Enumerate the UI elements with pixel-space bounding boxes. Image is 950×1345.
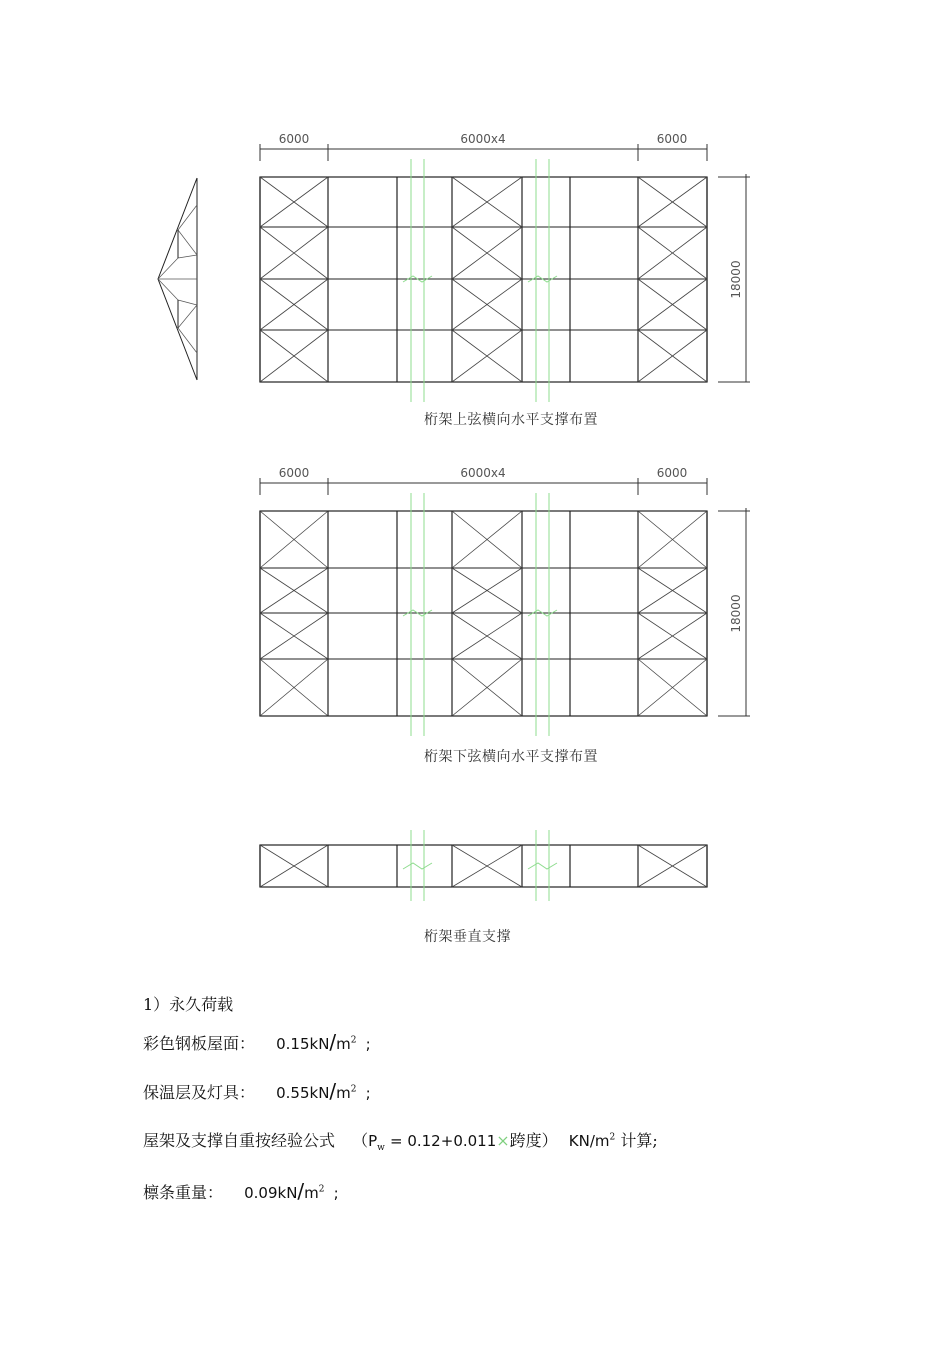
joint-break-symbol	[528, 863, 557, 869]
dimension-left-label: 6000	[278, 132, 310, 146]
load-item-insulation: 保温层及灯具： $0.55kN/m^2$ ;	[143, 1079, 371, 1103]
lower-chord-bracing-caption: 桁架下弦横向水平支撑布置	[424, 749, 598, 765]
load-item-steel-roof: 彩色钢板屋面： $0.15kN/m^2$ ;	[143, 1030, 371, 1054]
loads-heading: 1）永久荷载	[143, 995, 234, 1014]
upper-chord-bracing-caption: 桁架上弦横向水平支撑布置	[424, 412, 598, 428]
elevation-outline	[260, 845, 707, 887]
dimension-middle-label: 6000x4	[460, 132, 506, 146]
dimension-right-label: 6000	[656, 132, 688, 146]
dimension-middle-label: 6000x4	[460, 466, 506, 480]
load-item-purlin: 檩条重量： $0.09kN/m^2$ ;	[143, 1179, 339, 1203]
joint-break-symbol	[403, 863, 432, 869]
dimension-left-label: 6000	[278, 466, 310, 480]
vertical-bracing-caption: 桁架垂直支撑	[424, 929, 511, 945]
dimension-height-label: 18000	[729, 594, 743, 633]
dimension-right-label: 6000	[656, 466, 688, 480]
dimension-height-label: 18000	[729, 260, 743, 299]
load-item-truss-weight: 屋架及支撑自重按经验公式 （$P_w = 0.12+0.011\times$跨度） $KN/m^2$ 计算;	[143, 1131, 658, 1154]
